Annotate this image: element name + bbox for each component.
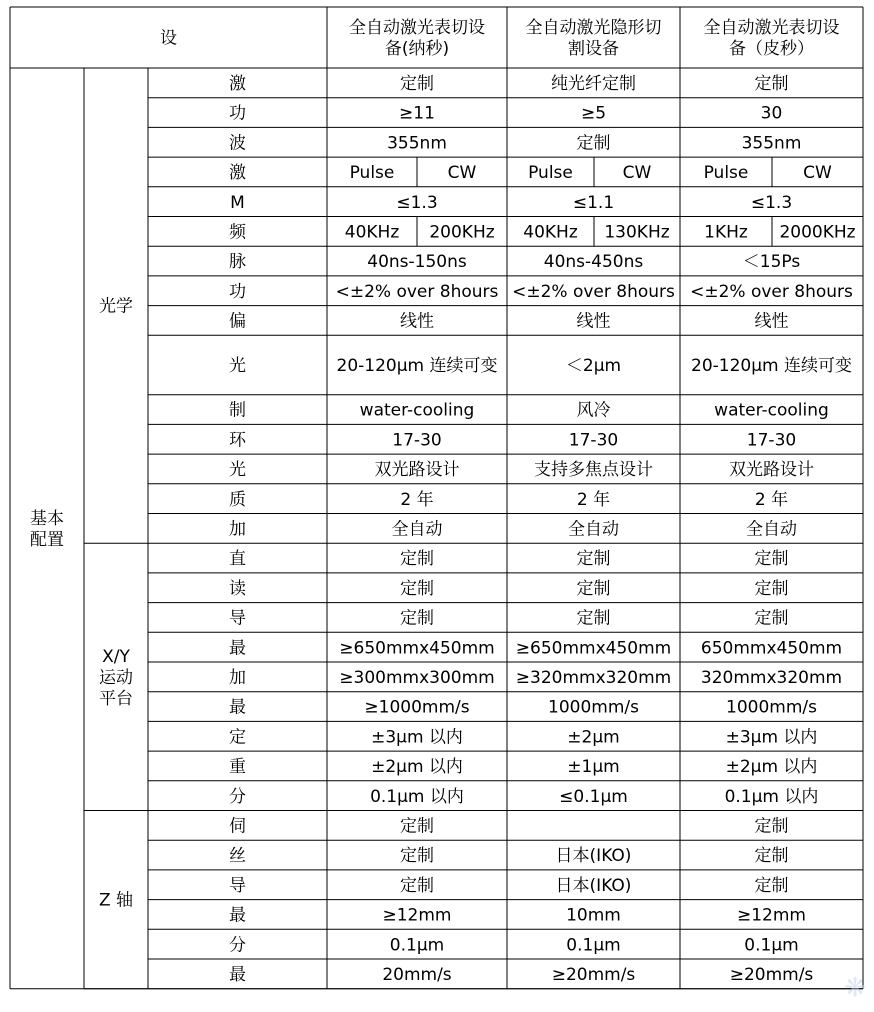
value-cell bbox=[367, 252, 467, 272]
header-column-2-line: 全自动激光隐形切 bbox=[525, 18, 662, 39]
value-cell bbox=[339, 668, 494, 688]
value-cell bbox=[755, 816, 789, 836]
value-cell bbox=[737, 906, 806, 926]
value-cell-line: 日本(IKO) bbox=[555, 875, 632, 896]
value-cell-line: <±2% over 8hours bbox=[512, 281, 675, 302]
section-name-line: X/Y bbox=[102, 646, 130, 667]
value-cell bbox=[704, 163, 749, 183]
row-label bbox=[229, 935, 246, 955]
value-cell-line: 1000mm/s bbox=[726, 697, 817, 718]
value-cell-line: 定制 bbox=[400, 549, 434, 570]
value-cell bbox=[429, 222, 494, 242]
value-cell-line: 10mm bbox=[566, 905, 621, 926]
value-cell bbox=[761, 104, 783, 124]
value-cell bbox=[400, 489, 433, 510]
value-cell-line: 线性 bbox=[400, 311, 434, 332]
value-cell-line: ≥11 bbox=[399, 103, 435, 124]
value-cell-line: 1000mm/s bbox=[548, 697, 639, 718]
value-cell bbox=[548, 698, 639, 718]
value-cell-line: ±3μm 以内 bbox=[725, 727, 818, 748]
value-cell bbox=[755, 74, 789, 94]
section-name bbox=[99, 297, 133, 317]
value-cell bbox=[567, 757, 619, 777]
value-cell-line: Pulse bbox=[528, 163, 573, 184]
value-cell-line: ＜15Ps bbox=[742, 252, 801, 273]
row-label bbox=[229, 698, 246, 718]
row-label-line: 读 bbox=[229, 578, 246, 599]
value-cell-line: 0.1μm bbox=[566, 935, 621, 956]
value-cell bbox=[691, 356, 852, 376]
value-cell-line: 全自动 bbox=[746, 519, 797, 540]
value-cell-line: 定制 bbox=[576, 578, 611, 599]
value-cell bbox=[747, 430, 796, 450]
section-name bbox=[99, 647, 133, 709]
value-cell-line: ≥20mm/s bbox=[551, 964, 636, 985]
value-cell-line: 20mm/s bbox=[382, 964, 452, 985]
row-label bbox=[229, 787, 246, 807]
value-cell-line: ≤1.3 bbox=[396, 192, 438, 213]
value-cell-line: 40KHz bbox=[523, 222, 578, 243]
value-cell bbox=[336, 282, 499, 302]
row-label-line: 环 bbox=[229, 430, 246, 451]
value-cell bbox=[400, 74, 434, 94]
value-cell bbox=[339, 638, 494, 658]
row-label bbox=[229, 282, 246, 302]
value-cell bbox=[729, 460, 814, 480]
row-label-line: 功 bbox=[229, 103, 246, 124]
row-label bbox=[229, 312, 246, 332]
value-cell bbox=[568, 519, 619, 539]
value-cell-line: 0.1μm 以内 bbox=[370, 786, 464, 807]
value-cell-line: 定制 bbox=[400, 608, 434, 629]
value-cell bbox=[730, 965, 814, 985]
value-cell bbox=[370, 787, 464, 807]
row-label-line: 脉 bbox=[229, 252, 246, 273]
group-label-line: 基本 bbox=[30, 508, 64, 529]
value-cell bbox=[392, 519, 443, 539]
row-label-line: 偏 bbox=[229, 311, 246, 332]
value-cell bbox=[779, 222, 855, 242]
value-cell bbox=[581, 104, 606, 124]
row-label bbox=[229, 609, 246, 629]
value-cell bbox=[725, 787, 819, 807]
row-label-line: 直 bbox=[229, 549, 246, 570]
row-label bbox=[229, 104, 246, 124]
header-column-3-line: 备（皮秒） bbox=[729, 39, 814, 60]
value-cell bbox=[350, 163, 395, 183]
value-cell-line: ≥5 bbox=[580, 103, 607, 124]
value-cell-line: 定制 bbox=[400, 846, 434, 867]
row-label-line: 质 bbox=[229, 489, 246, 510]
value-cell bbox=[577, 312, 611, 332]
value-cell-line: 双光路设计 bbox=[729, 460, 814, 481]
value-cell bbox=[337, 356, 498, 376]
value-cell-line: ≥1000mm/s bbox=[364, 697, 470, 718]
value-cell-line: ≥12mm bbox=[737, 905, 806, 926]
value-cell bbox=[573, 193, 614, 213]
value-cell-line: ≥20mm/s bbox=[729, 964, 814, 985]
row-label-line: 光 bbox=[229, 460, 246, 481]
value-cell bbox=[516, 668, 671, 688]
header-column-2-line: 割设备 bbox=[568, 39, 619, 60]
value-cell bbox=[400, 312, 434, 332]
section-name-line: 平台 bbox=[99, 688, 133, 709]
value-cell-line: 风冷 bbox=[576, 400, 611, 421]
row-label bbox=[230, 193, 245, 213]
value-cell-line: 定制 bbox=[754, 846, 789, 867]
value-cell bbox=[400, 579, 434, 599]
value-cell-line: ±2μm 以内 bbox=[725, 757, 818, 778]
row-label-line: M bbox=[230, 192, 245, 213]
header-param-label bbox=[160, 29, 177, 49]
row-label-line: 制 bbox=[229, 400, 246, 421]
value-cell bbox=[400, 846, 434, 866]
value-cell-line: 2 年 bbox=[576, 489, 611, 510]
value-cell bbox=[556, 876, 632, 896]
value-cell bbox=[577, 609, 611, 629]
value-cell-line: ±1μm bbox=[567, 757, 620, 778]
section-name-line: 运动 bbox=[99, 667, 133, 688]
value-cell-line: 纯光纤定制 bbox=[551, 73, 636, 94]
watermark-icon: ❋ bbox=[844, 973, 866, 1003]
value-cell-line: ±2μm bbox=[567, 727, 620, 748]
section-name bbox=[99, 891, 133, 911]
value-cell bbox=[755, 549, 789, 569]
value-cell-line: 全自动 bbox=[568, 519, 619, 540]
value-cell-line: 40ns-450ns bbox=[543, 252, 644, 273]
value-cell bbox=[345, 222, 400, 242]
value-cell bbox=[746, 519, 797, 539]
value-cell-line: 定制 bbox=[754, 816, 789, 837]
section-name-line: 光学 bbox=[99, 296, 133, 317]
row-label-line: 导 bbox=[229, 875, 246, 896]
value-cell bbox=[569, 430, 618, 450]
value-cell bbox=[577, 579, 611, 599]
row-label bbox=[229, 876, 246, 896]
row-label-line: 分 bbox=[229, 786, 246, 807]
value-cell bbox=[566, 906, 621, 926]
value-cell bbox=[559, 787, 628, 807]
row-label bbox=[229, 727, 246, 747]
group-label-line: 配置 bbox=[30, 529, 64, 550]
value-cell bbox=[726, 757, 818, 777]
value-cell bbox=[755, 579, 789, 599]
value-cell-line: ≥300mmx300mm bbox=[339, 667, 495, 688]
row-label-line: 激 bbox=[229, 163, 246, 184]
row-label-line: 最 bbox=[229, 638, 246, 659]
value-cell bbox=[360, 401, 475, 421]
value-cell bbox=[704, 222, 748, 242]
row-label bbox=[229, 549, 246, 569]
row-label-line: 波 bbox=[229, 133, 246, 154]
value-cell bbox=[544, 252, 644, 272]
header-param-label-line: 设 bbox=[160, 28, 177, 49]
value-cell bbox=[390, 935, 444, 955]
row-label-line: 加 bbox=[229, 667, 246, 688]
value-cell bbox=[400, 876, 434, 896]
row-label-line: 导 bbox=[229, 608, 246, 629]
row-label bbox=[229, 460, 246, 480]
row-label-line: 最 bbox=[229, 697, 246, 718]
row-label bbox=[229, 74, 246, 94]
value-cell bbox=[551, 74, 636, 94]
value-cell bbox=[375, 460, 460, 480]
value-cell bbox=[755, 489, 788, 510]
value-cell-line: water-cooling bbox=[359, 400, 475, 421]
value-cell-line: <±2% over 8hours bbox=[335, 281, 499, 302]
value-cell-line: ≤1.3 bbox=[750, 192, 793, 213]
value-cell-line: water-cooling bbox=[714, 400, 829, 421]
value-cell-line: 定制 bbox=[754, 578, 789, 599]
row-label bbox=[229, 133, 246, 153]
row-label-line: 伺 bbox=[229, 816, 246, 837]
value-cell bbox=[690, 282, 853, 302]
value-cell bbox=[726, 698, 817, 718]
row-label bbox=[229, 252, 246, 272]
value-cell-line: 定制 bbox=[576, 549, 611, 570]
row-label-line: 丝 bbox=[229, 846, 246, 867]
value-cell-line: 定制 bbox=[400, 816, 434, 837]
value-cell-line: 17-30 bbox=[568, 430, 619, 451]
value-cell bbox=[714, 401, 829, 421]
row-label bbox=[229, 519, 246, 539]
row-label bbox=[229, 356, 246, 376]
group-label bbox=[30, 509, 64, 550]
value-cell bbox=[400, 549, 434, 569]
value-cell-line: 双光路设计 bbox=[374, 460, 460, 481]
row-label-line: 频 bbox=[229, 222, 246, 243]
value-cell-line: 650mmx450mm bbox=[700, 638, 843, 659]
value-cell-line: 定制 bbox=[400, 578, 434, 599]
value-cell bbox=[523, 222, 578, 242]
header-column-3 bbox=[704, 18, 840, 59]
value-cell bbox=[383, 906, 452, 926]
value-cell-line: 定制 bbox=[400, 73, 434, 94]
row-label bbox=[229, 668, 246, 688]
value-cell-line: 线性 bbox=[576, 311, 611, 332]
row-label-line: 最 bbox=[229, 905, 246, 926]
value-cell-line: ≥320mmx320mm bbox=[515, 667, 672, 688]
value-cell-line: 定制 bbox=[576, 608, 611, 629]
row-label bbox=[229, 816, 246, 836]
row-label-line: 加 bbox=[229, 519, 246, 540]
value-cell-line: 2 年 bbox=[754, 489, 789, 510]
value-cell-line: Pulse bbox=[349, 163, 395, 184]
value-cell bbox=[528, 163, 573, 183]
header-column-2 bbox=[526, 18, 662, 59]
value-cell bbox=[516, 638, 671, 658]
value-cell bbox=[751, 193, 792, 213]
value-cell bbox=[534, 460, 653, 480]
row-label bbox=[229, 906, 246, 926]
value-cell bbox=[382, 965, 451, 985]
value-cell-line: 线性 bbox=[754, 311, 789, 332]
value-cell bbox=[400, 816, 434, 836]
value-cell-line: 支持多焦点设计 bbox=[534, 460, 653, 481]
value-cell-line: 40ns-150ns bbox=[367, 252, 467, 273]
row-label bbox=[229, 401, 246, 421]
value-cell bbox=[623, 163, 652, 183]
value-cell-line: 355nm bbox=[387, 133, 447, 154]
value-cell-line: ≥650mmx450mm bbox=[339, 638, 495, 659]
value-cell-line: 0.1μm bbox=[389, 935, 445, 956]
value-cell-line: ≥650mmx450mm bbox=[515, 638, 672, 659]
value-cell bbox=[701, 668, 842, 688]
value-cell-line: 定制 bbox=[754, 73, 789, 94]
value-cell-line: 20-120μm 连续可变 bbox=[336, 356, 498, 377]
value-cell-line: 320mmx320mm bbox=[700, 667, 843, 688]
value-cell-line: 定制 bbox=[576, 133, 611, 154]
value-cell bbox=[701, 638, 842, 658]
value-cell bbox=[744, 935, 798, 955]
header-column-3-line: 全自动激光表切设 bbox=[703, 18, 840, 39]
value-cell-line: 40KHz bbox=[344, 222, 400, 243]
value-cell bbox=[556, 846, 632, 866]
value-cell bbox=[392, 430, 441, 450]
value-cell bbox=[742, 133, 802, 153]
value-cell-line: ≤0.1μm bbox=[559, 786, 628, 807]
value-cell-line: 定制 bbox=[400, 875, 434, 896]
value-cell-line: 定制 bbox=[754, 549, 789, 570]
value-cell bbox=[755, 846, 789, 866]
value-cell-line: 17-30 bbox=[746, 430, 797, 451]
value-cell bbox=[566, 356, 621, 376]
value-cell bbox=[803, 163, 832, 183]
value-cell bbox=[396, 193, 437, 213]
value-cell bbox=[387, 133, 447, 153]
value-cell bbox=[743, 252, 801, 272]
value-cell bbox=[567, 727, 619, 747]
value-cell-line: <±2% over 8hours bbox=[690, 281, 853, 302]
value-cell-line: 2 年 bbox=[400, 489, 434, 510]
value-cell-line: 全自动 bbox=[391, 519, 443, 540]
row-label-line: 光 bbox=[229, 356, 246, 377]
value-cell-line: 0.1μm bbox=[744, 935, 799, 956]
value-cell bbox=[577, 401, 611, 421]
value-cell bbox=[552, 965, 636, 985]
section-name-line: Z 轴 bbox=[98, 890, 134, 911]
value-cell bbox=[577, 549, 611, 569]
value-cell-line: 日本(IKO) bbox=[555, 846, 632, 867]
value-cell-line: 2000KHz bbox=[779, 222, 856, 243]
row-label bbox=[229, 965, 246, 985]
value-cell bbox=[726, 727, 818, 747]
row-label bbox=[229, 579, 246, 599]
value-cell-line: 17-30 bbox=[392, 430, 442, 451]
value-cell-line: ±2μm 以内 bbox=[371, 757, 463, 778]
row-label bbox=[229, 638, 246, 658]
value-cell-line: Pulse bbox=[703, 163, 749, 184]
value-cell bbox=[400, 609, 434, 629]
value-cell-line: CW bbox=[803, 163, 832, 184]
value-cell bbox=[755, 312, 789, 332]
value-cell-line: 定制 bbox=[754, 608, 789, 629]
value-cell bbox=[512, 282, 675, 302]
header-column-1-line: 备(纳秒) bbox=[384, 39, 450, 60]
value-cell bbox=[755, 876, 789, 896]
value-cell-line: CW bbox=[622, 163, 652, 184]
row-label-line: 定 bbox=[229, 727, 246, 748]
value-cell bbox=[364, 698, 469, 718]
row-label-line: 重 bbox=[229, 757, 246, 778]
value-cell bbox=[755, 609, 789, 629]
value-cell bbox=[371, 757, 463, 777]
value-cell-line: ≤1.1 bbox=[572, 192, 615, 213]
value-cell-line: 200KHz bbox=[429, 222, 495, 243]
row-label-line: 功 bbox=[229, 281, 246, 302]
row-label bbox=[229, 846, 246, 866]
value-cell-line: CW bbox=[447, 163, 477, 184]
value-cell bbox=[399, 104, 435, 124]
value-cell bbox=[371, 727, 463, 747]
row-label bbox=[229, 163, 246, 183]
row-label bbox=[229, 757, 246, 777]
value-cell bbox=[566, 935, 620, 955]
value-cell bbox=[577, 133, 611, 153]
value-cell-line: ＜2μm bbox=[565, 356, 622, 377]
value-cell-line: ≥12mm bbox=[382, 905, 452, 926]
header-column-1 bbox=[349, 18, 485, 59]
value-cell-line: 130KHz bbox=[604, 222, 670, 243]
value-cell-line: 355nm bbox=[741, 133, 802, 154]
value-cell-line: 30 bbox=[760, 103, 783, 124]
row-label bbox=[229, 430, 247, 450]
header-column-1-line: 全自动激光表切设 bbox=[349, 18, 485, 39]
row-label-line: 最 bbox=[229, 964, 246, 985]
value-cell-line: 定制 bbox=[754, 875, 789, 896]
value-cell bbox=[448, 163, 477, 183]
row-label bbox=[229, 222, 247, 242]
value-cell-line: ±3μm 以内 bbox=[371, 727, 463, 748]
row-label-line: 激 bbox=[229, 73, 246, 94]
value-cell-line: 0.1μm 以内 bbox=[724, 786, 819, 807]
value-cell-line: 1KHz bbox=[704, 222, 748, 243]
value-cell bbox=[577, 489, 610, 510]
row-label-line: 分 bbox=[229, 935, 246, 956]
value-cell bbox=[604, 222, 669, 242]
value-cell-line: 20-120μm 连续可变 bbox=[691, 356, 852, 377]
row-label bbox=[229, 490, 246, 510]
